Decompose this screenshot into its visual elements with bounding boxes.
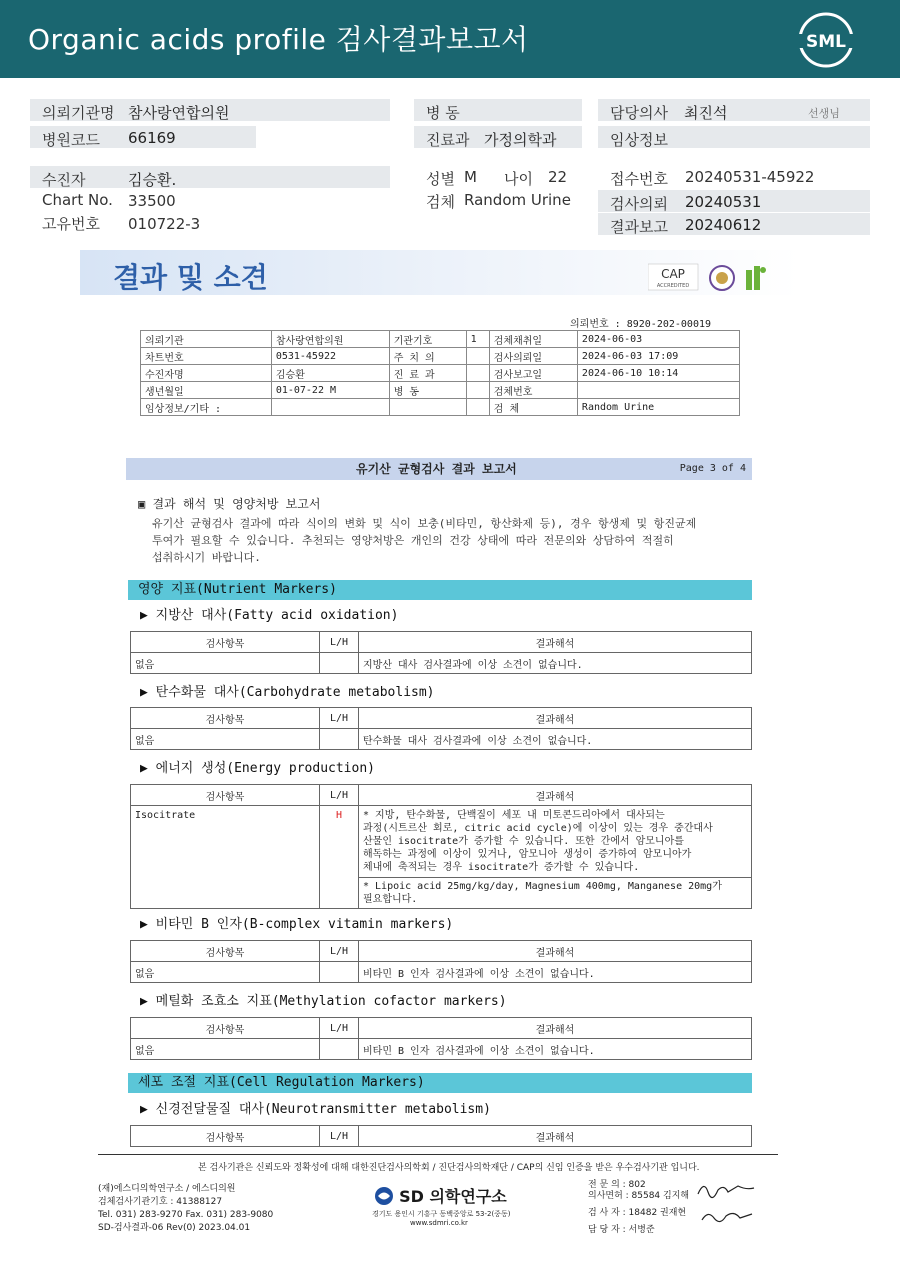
fatty-acid-table [130,631,752,674]
staff-line: 의사면허 : 85584 김지해 [588,1191,690,1201]
hospital-code-label: 병원코드 [42,131,100,149]
rx-cell [359,878,752,909]
col-item: 검사항목 [131,1018,320,1039]
col-interp: 결과해석 [359,1018,752,1039]
info-label [389,399,466,416]
age-label: 나이 [504,170,533,188]
lh-cell [320,729,359,750]
info-value: 01-07-22 M [271,382,389,399]
col-item: 검사항목 [131,1126,320,1147]
request-no-label: 의뢰번호 : [570,319,621,330]
sd-brand [374,1184,507,1207]
footer-org: (재)에스디의학연구소 / 에스디의원 [98,1184,236,1194]
interp-cell: 비타민 B 인자 검사결과에 이상 소견이 없습니다. [359,1039,752,1060]
interp-text [152,515,696,566]
lh-cell [320,962,359,983]
receipt-label: 접수번호 [610,170,668,188]
receipt-value: 20240531-45922 [685,168,815,186]
col-lh: L/H [320,785,359,806]
clinical-field [598,126,870,148]
staff-line: 전 문 의 : 802 [588,1180,646,1190]
doctor-value: 최진석 [684,104,728,122]
report-title-bar [126,458,752,480]
interp-cell: 탄수화물 대사 검사결과에 이상 소견이 없습니다. [359,729,752,750]
chart-label: Chart No. [42,191,113,209]
interp-title: ▣ 결과 해석 및 영양처방 보고서 [138,497,321,511]
info-label: 수진자명 [141,365,272,382]
brand-mark-bar-icon [754,266,760,290]
rx-line: 필요합니다. [363,894,418,905]
info-row [141,399,740,416]
info-value: 2024-06-03 17:09 [577,348,739,365]
report-subtitle: 유기산 균형검사 결과 보고서 [356,462,517,476]
dept-label: 진료과 [426,131,470,149]
footer-left [98,1183,273,1235]
info-label: 생년월일 [141,382,272,399]
lh-cell [320,1039,359,1060]
interp-line: 체내에 축적되는 경우 isocitrate가 증가할 수 있습니다. [363,862,640,873]
chart-value: 33500 [128,192,176,210]
doctor-field [598,99,870,121]
fatty-acid-heading: ▶ 지방산 대사(Fatty acid oxidation) [140,608,399,623]
carb-heading: ▶ 탄수화물 대사(Carbohydrate metabolism) [140,685,435,700]
staff-line: 담 당 자 : 서병준 [588,1225,655,1235]
unique-label: 고유번호 [42,215,100,233]
ward-field [414,99,582,121]
doctor-label: 담당의사 [610,104,668,122]
interp-line: 투여가 필요할 수 있습니다. 추천되는 영양처방은 개인의 건강 상태에 따라 전문의와 상담하여 적절히 [152,534,674,547]
info-value: 0531-45922 [271,348,389,365]
energy-table [130,784,752,909]
info-value [271,399,389,416]
dept-value: 가정의학과 [484,131,557,149]
logo-text: SML [806,32,846,52]
sd-brand-name: SD 의학연구소 [399,1187,507,1206]
nutrient-markers-bar: 영양 지표(Nutrient Markers) [128,580,752,600]
sex-value: M [464,168,477,186]
item-cell: 없음 [131,729,320,750]
info-row [141,365,740,382]
interp-cell: 비타민 B 인자 검사결과에 이상 소견이 없습니다. [359,962,752,983]
col-item: 검사항목 [131,785,320,806]
info-value [466,382,489,399]
result-section-title: 결과 및 소견 [113,261,268,294]
hospital-code-field [30,126,256,148]
institution-value: 참사랑연합의원 [128,104,230,122]
item-cell: 없음 [131,1039,320,1060]
item-cell: 없음 [131,962,320,983]
info-label: 검체채취일 [489,331,577,348]
neuro-heading: ▶ 신경전달물질 대사(Neurotransmitter metabolism) [140,1102,491,1117]
certification-logos [648,262,770,294]
energy-heading: ▶ 에너지 생성(Energy production) [140,761,375,776]
specimen-value: Random Urine [464,191,571,209]
item-cell: 없음 [131,653,320,674]
info-label: 검사보고일 [489,365,577,382]
patient-info-sheet [80,295,800,435]
methyl-table [130,1017,752,1060]
footer-staff [588,1180,689,1236]
info-row [141,382,740,399]
institution-label: 의뢰기관명 [42,104,115,122]
brand-mark-icon [746,270,752,290]
interp-line: * 지방, 탄수화물, 단백질이 세포 내 미토콘드리아에서 대사되는 [363,810,665,821]
seal-center-icon [716,272,728,284]
footer-code: 검체검사기관기호 : 41388127 [98,1197,223,1207]
info-value [466,365,489,382]
col-lh: L/H [320,632,359,653]
info-value: 김승환 [271,365,389,382]
info-value [466,348,489,365]
info-value [466,399,489,416]
interp-line: 해독하는 과정에 이상이 있거나, 암모니아 생성이 증가하여 암모니아가 [363,849,692,860]
result-value: 20240612 [685,216,762,234]
patient-label: 수진자 [42,171,86,189]
top-banner [0,0,900,78]
patient-info-table [140,330,740,416]
request-value: 20240531 [685,193,762,211]
report-title: Organic acids profile 검사결과보고서 [28,23,529,56]
footer-phone: Tel. 031) 283-9270 Fax. 031) 283-9080 [98,1210,274,1220]
info-label: 임상정보/기타 : [141,399,272,416]
cap-sub-text: ACCREDITED [656,283,690,289]
vitb-heading: ▶ 비타민 B 인자(B-complex vitamin markers) [140,917,454,932]
col-lh: L/H [320,941,359,962]
col-lh: L/H [320,1018,359,1039]
col-item: 검사항목 [131,941,320,962]
col-lh: L/H [320,708,359,729]
clinical-label: 임상정보 [610,131,668,149]
hospital-code-value: 66169 [128,129,176,147]
info-label: 주 치 의 [389,348,466,365]
info-label: 기관기호 [389,331,466,348]
unique-value: 010722-3 [128,215,201,233]
lh-cell [320,653,359,674]
request-field [598,190,870,212]
sd-logo-icon [374,1186,394,1206]
interp-cell: 지방산 대사 검사결과에 이상 소견이 없습니다. [359,653,752,674]
interp-line: 과정(시트르산 회로, citric acid cycle)에 이상이 있는 경우 중간대사 [363,823,713,834]
info-label: 병 동 [389,382,466,399]
col-item: 검사항목 [131,708,320,729]
col-interp: 결과해석 [359,785,752,806]
info-row [141,348,740,365]
col-interp: 결과해석 [359,708,752,729]
cap-text: CAP [661,267,685,281]
sex-label: 성별 [426,170,455,188]
staff-line: 검 사 자 : 18482 권재현 [588,1208,687,1218]
footer-divider [98,1154,778,1155]
request-no-value: 8920-202-00019 [626,319,712,330]
request-label: 검사의뢰 [610,195,668,213]
age-value: 22 [548,168,568,186]
footer-web: www.sdmri.co.kr [410,1219,468,1227]
info-label: 검 체 [489,399,577,416]
specimen-label: 검체 [426,193,455,211]
doctor-suffix: 선생님 [808,107,840,120]
info-label: 진 료 과 [389,365,466,382]
info-label: 의뢰기관 [141,331,272,348]
col-lh: L/H [320,1126,359,1147]
col-interp: 결과해석 [359,1126,752,1147]
info-label: 검사의뢰일 [489,348,577,365]
result-field [598,213,870,235]
info-value: 2024-06-03 [577,331,739,348]
info-value: 1 [466,331,489,348]
info-value: 참사랑연합의원 [271,331,389,348]
brand-mark-dot-icon [760,267,766,273]
carb-table [130,707,752,750]
footer-notice: 본 검사기관은 신뢰도와 정확성에 대해 대한진단검사의학회 / 진단검사의학재단 / CAP의 신임 인증을 받은 우수검사기관 입니다. [198,1163,700,1173]
cell-regulation-bar: 세포 조절 지표(Cell Regulation Markers) [128,1073,752,1093]
sml-logo-icon [796,10,856,70]
page-indicator: Page 3 of 4 [679,463,746,474]
interp-line: 유기산 균형검사 결과에 따라 식이의 변화 및 식이 보충(비타민, 항산화제 등), 경우 항생제 및 항진균제 [152,517,697,530]
footer-rev: SD-검사결과-06 Rev(0) 2023.04.01 [98,1223,251,1233]
footer-address: 경기도 용인시 기흥구 동백중앙로 53-2(중동) [372,1210,511,1218]
institution-field [30,99,390,121]
lh-flag: H [320,806,359,909]
info-value: 2024-06-10 10:14 [577,365,739,382]
patient-field [30,166,390,188]
rx-line: * Lipoic acid 25mg/kg/day, Magnesium 400mg, Manganese 20mg가 [363,881,722,892]
info-value [577,382,739,399]
info-label: 차트번호 [141,348,272,365]
neuro-table [130,1125,752,1147]
info-label: 검체번호 [489,382,577,399]
vitb-table [130,940,752,983]
col-interp: 결과해석 [359,632,752,653]
signatures-icon [694,1176,758,1228]
ward-label: 병 동 [426,104,460,122]
dept-field [414,126,582,148]
interp-cell [359,806,752,878]
methyl-heading: ▶ 메틸화 조효소 지표(Methylation cofactor markers) [140,994,507,1009]
col-interp: 결과해석 [359,941,752,962]
col-item: 검사항목 [131,632,320,653]
interp-line: 산물인 isocitrate가 증가할 수 있습니다. 또한 간에서 암모니아를 [363,836,684,847]
info-row [141,331,740,348]
patient-value: 김승환. [128,171,177,189]
item-cell: Isocitrate [131,806,320,909]
interp-line: 섭취하시기 바랍니다. [152,551,261,564]
result-label: 결과보고 [610,218,668,236]
info-value: Random Urine [577,399,739,416]
